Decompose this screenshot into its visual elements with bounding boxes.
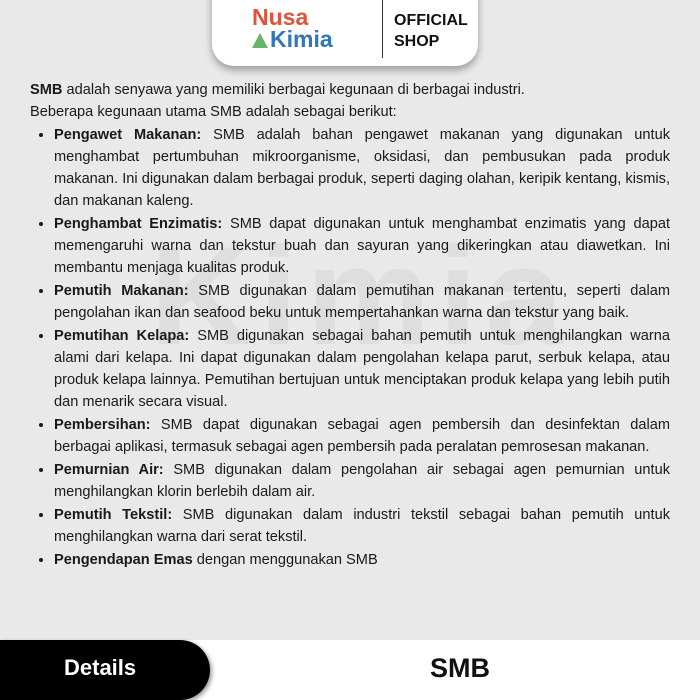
item-title: Pengendapan Emas <box>54 552 193 568</box>
intro-bold: SMB <box>30 82 63 98</box>
item-title: Pemurnian Air: <box>54 462 164 478</box>
brand-logo <box>252 6 333 50</box>
list-item <box>54 212 670 279</box>
details-label: Details <box>64 655 137 680</box>
item-text: SMB digunakan dalam pemutihan makanan tertentu, seperti dalam pengolahan ikan dan seafood beku untuk mempertahankan warna dan tekstur yang baik. <box>54 283 670 321</box>
item-text: SMB digunakan sebagai bahan pemutih untuk menghilangkan warna alami dari kelapa. Ini dapat digunakan dalam pengolahan kelapa parut, serbuk kelapa, atau produk kelapa lainnya. Pemutihan bertujuan untuk menciptakan produk kelapa yang lebih putih dan menarik secara visual. <box>54 328 670 410</box>
item-title: Pemutih Makanan: <box>54 283 189 299</box>
list-item <box>54 413 670 458</box>
divider <box>382 0 383 58</box>
item-title: Penghambat Enzimatis: <box>54 216 223 232</box>
brand-header <box>212 0 478 66</box>
logo-line1: Nusa <box>252 4 309 30</box>
description <box>30 79 670 571</box>
item-text: dengan menggunakan SMB <box>192 552 378 568</box>
details-tab <box>0 640 210 700</box>
badge-line1: OFFICIAL <box>394 12 468 29</box>
item-title: Pengawet Makanan: <box>54 127 202 143</box>
list-item <box>54 503 670 548</box>
list-item <box>54 279 670 324</box>
intro-line1 <box>30 79 670 101</box>
item-text: SMB adalah bahan pengawet makanan yang digunakan untuk menghambat pertumbuhan mikroorganisme, oksidasi, dan pembusukan pada produk makanan. Ini digunakan dalam berbagai produk, seperti daging olahan, keripik kentang, kismis, dan makanan kaleng. <box>54 127 670 209</box>
intro-line2: Beberapa kegunaan utama SMB adalah sebagai berikut: <box>30 104 397 120</box>
list-item <box>54 324 670 413</box>
footer-bar <box>0 640 700 700</box>
item-text: SMB dapat digunakan untuk menghambat enzimatis yang dapat memengaruhi warna dan tekstur buah dan sayuran yang dikeringkan atau diawetkan. Ini membantu menjaga kualitas produk. <box>54 216 670 276</box>
item-title: Pemutih Tekstil: <box>54 507 173 523</box>
item-text: SMB dapat digunakan sebagai agen pembersih dan desinfektan dalam berbagai aplikasi, termasuk sebagai agen pembersih pada peralatan pemrosesan makanan. <box>54 417 670 455</box>
item-text: SMB digunakan dalam pengolahan air sebagai agen pemurnian untuk menghilangkan klorin berlebih dalam air. <box>54 462 670 500</box>
item-title: Pembersihan: <box>54 417 151 433</box>
intro-text: adalah senyawa yang memiliki berbagai kegunaan di berbagai industri. <box>62 82 525 98</box>
item-title: Pemutihan Kelapa: <box>54 328 190 344</box>
uses-list <box>30 123 670 571</box>
official-shop-badge <box>394 10 468 52</box>
product-name: SMB <box>430 653 490 683</box>
badge-line2: SHOP <box>394 33 440 50</box>
list-item <box>54 458 670 503</box>
list-item <box>54 123 670 212</box>
list-item <box>54 548 670 571</box>
logo-line2: Kimia <box>270 26 333 52</box>
flask-icon <box>252 33 268 48</box>
item-text: SMB digunakan dalam industri tekstil sebagai bahan pemutih untuk menghilangkan warna dari serat tekstil. <box>54 507 670 545</box>
